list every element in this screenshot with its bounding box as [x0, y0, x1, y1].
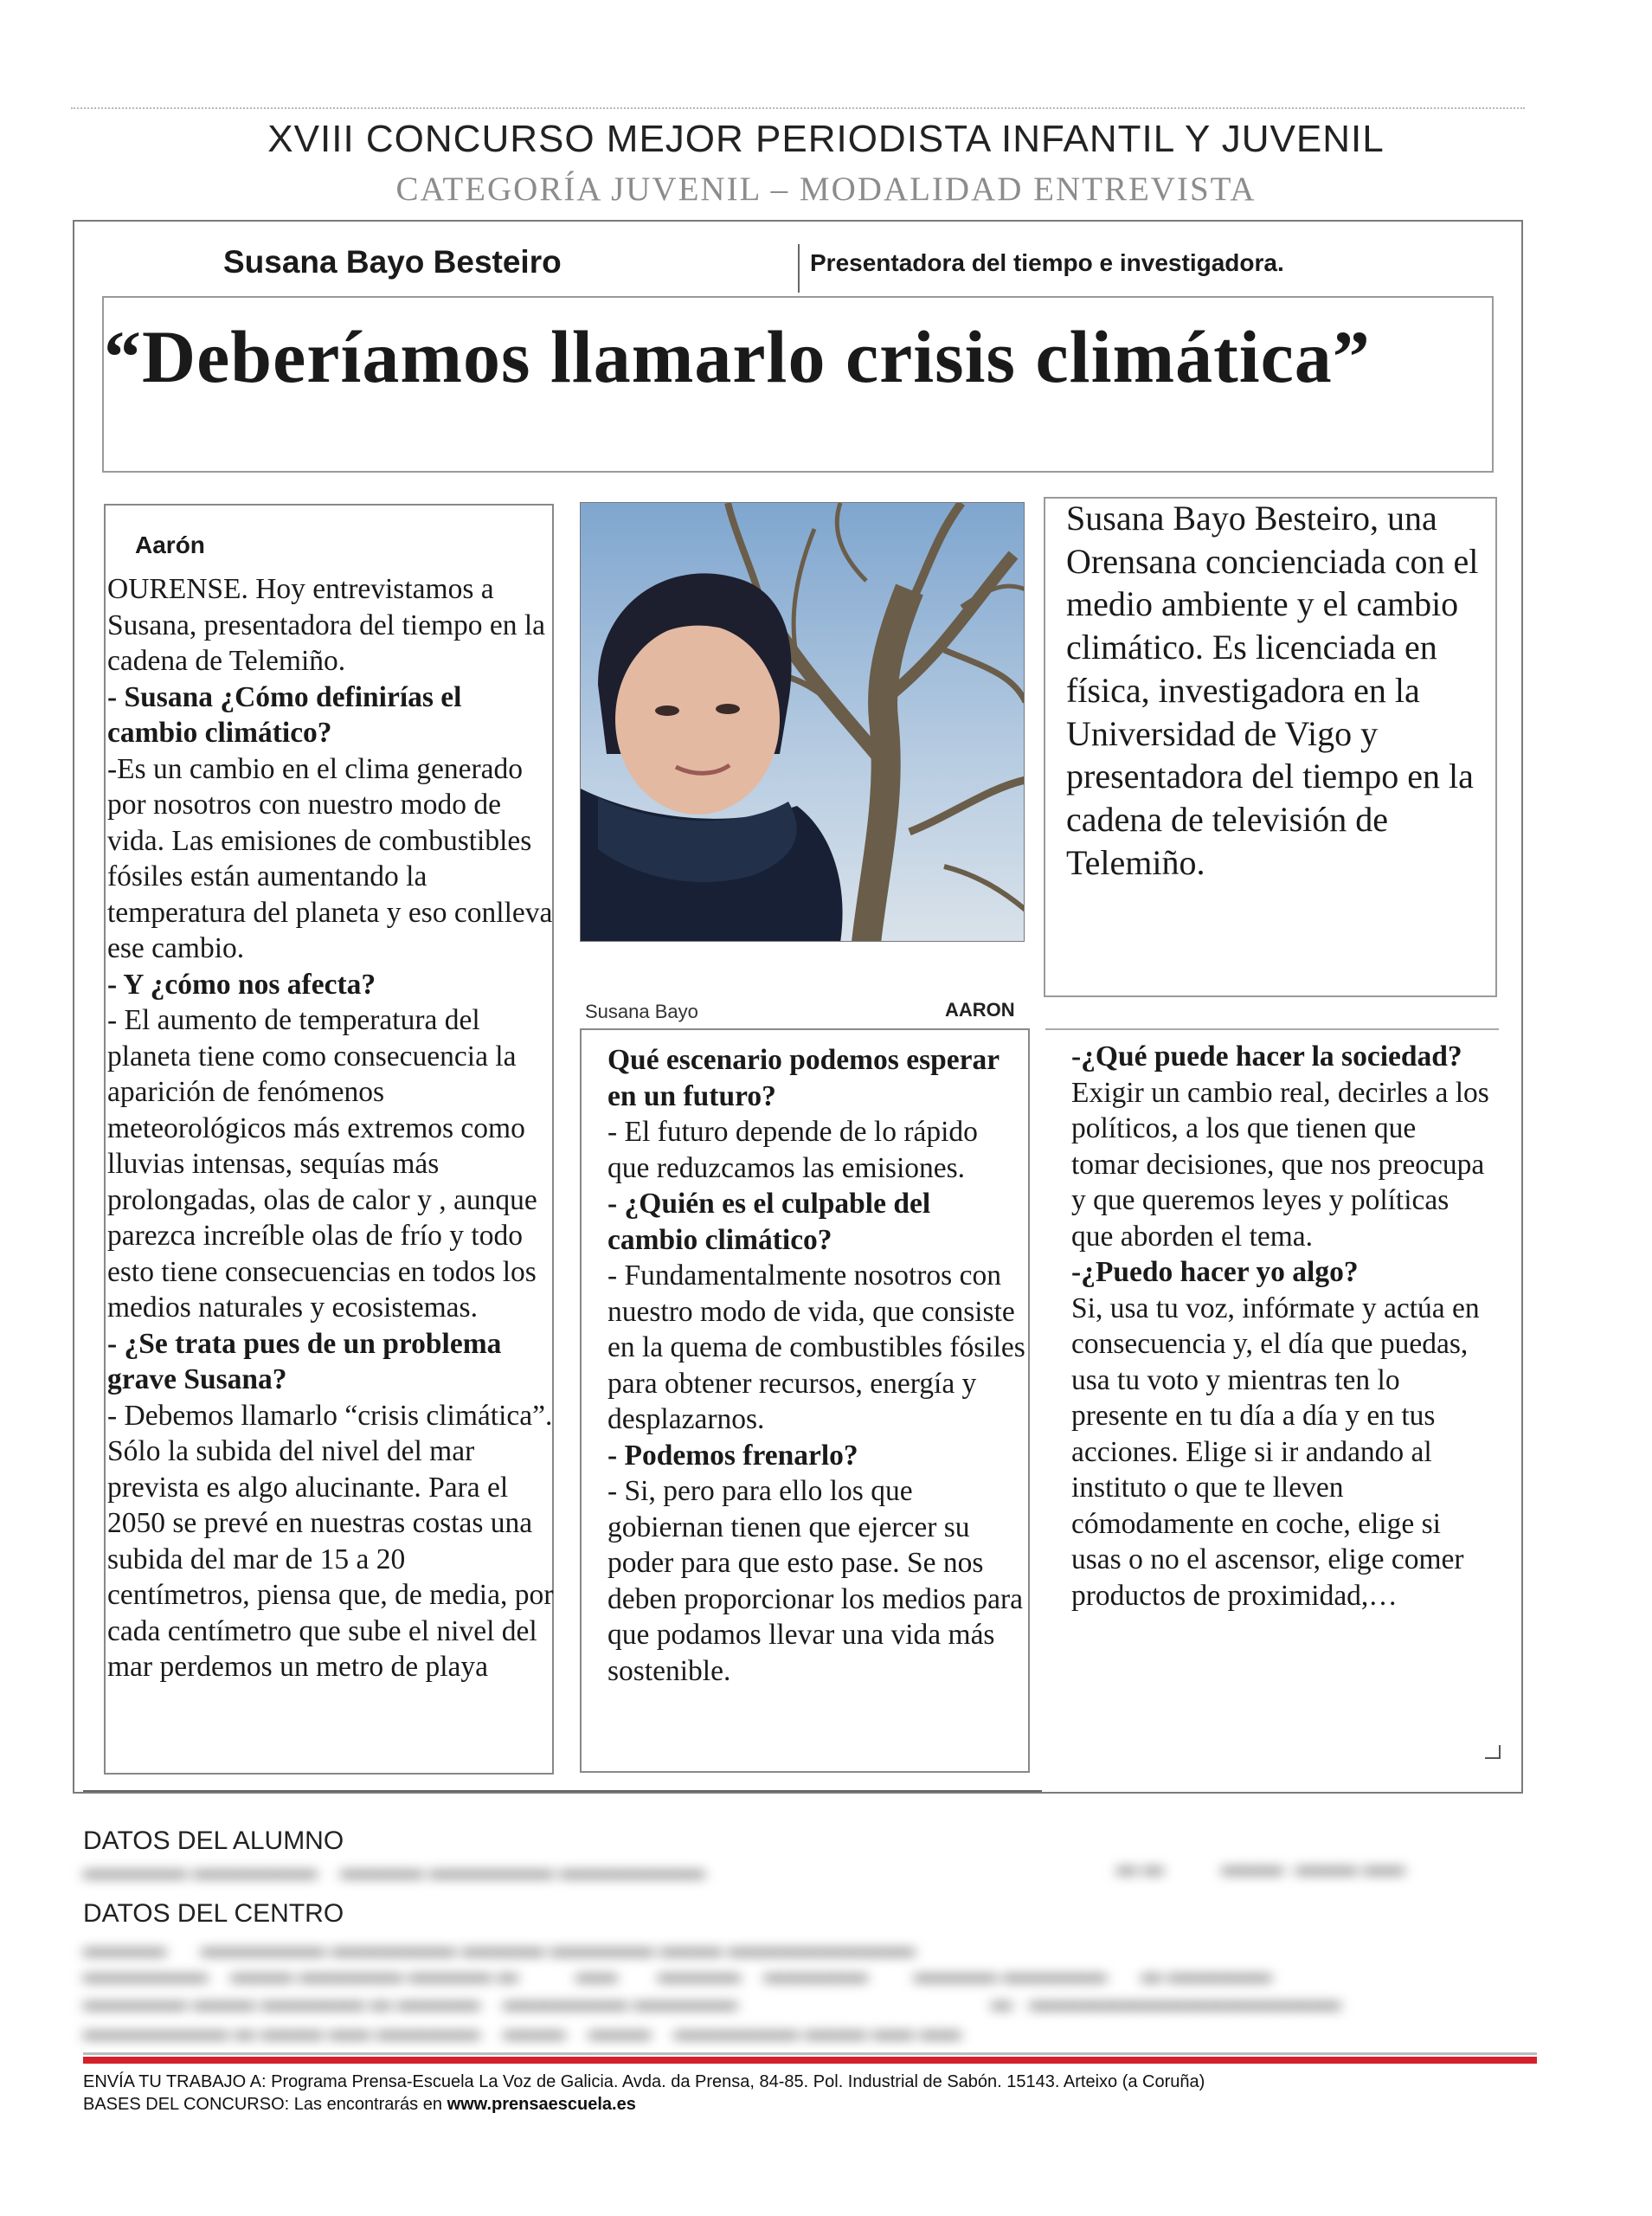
question: -¿Puedo hacer yo algo?: [1071, 1256, 1359, 1288]
rules-line: [83, 2095, 636, 2115]
question: - Susana ¿Cómo definirías el cambio climático?: [107, 680, 462, 749]
student-data-title: DATOS DEL ALUMNO: [83, 1826, 344, 1855]
footer-rule-shadow: [83, 2052, 1537, 2055]
redacted-field: ▬▬▬▬▬ ▬▬▬▬▬▬ ▬▬▬▬ ▬▬▬▬▬▬ ▬▬▬▬▬▬▬: [83, 1859, 705, 1883]
answer: Si, usa tu voz, infórmate y actúa en consecuencia y, el día que puedas, usa tu voto y mientras ten lo presente en tu día a día y en tus acciones. Elige si ir andando al instituto o que te lleven cómodamente en coche, elige si usas o no el ascensor, elige comer productos de proximidad,…: [1071, 1292, 1480, 1612]
redacted-field: ▬▬▬▬▬▬▬ ▬ ▬▬▬ ▬▬ ▬▬▬▬▬ ▬▬▬ ▬▬▬ ▬▬▬▬▬▬ ▬▬▬ ▬▬ ▬▬: [83, 2020, 961, 2044]
header-divider: [798, 244, 800, 293]
send-work-line: [83, 2072, 1205, 2092]
footer-red-rule: [83, 2057, 1537, 2064]
interviewee-role: Presentadora del tiempo e investigadora.: [810, 249, 1284, 276]
question: - ¿Quién es el culpable del cambio climático?: [607, 1188, 931, 1256]
lead-paragraph: OURENSE. Hoy entrevistamos a Susana, presentadora del tiempo en la cadena de Telemiño.: [107, 573, 546, 677]
contest-category: CATEGORÍA JUVENIL – MODALIDAD ENTREVISTA: [395, 171, 1257, 208]
column-2-text: [607, 1042, 1026, 1689]
send-address: Programa Prensa-Escuela La Voz de Galicia. Avda. da Prensa, 84-85. Pol. Industrial de Sabón. 15143. Arteixo (a Coruña): [271, 2072, 1205, 2091]
intro-text: Susana Bayo Besteiro, una Orensana concienciada con el medio ambiente y el cambio climático. Es licenciada en física, investigadora en la Universidad de Vigo y presentadora del tiempo en la cadena de televisión de Telemiño.: [1066, 499, 1479, 882]
column-3-text: [1071, 1039, 1490, 1614]
question: -¿Qué puede hacer la sociedad?: [1071, 1040, 1462, 1073]
interviewee-name: Susana Bayo Besteiro: [223, 244, 562, 280]
rules-text: Las encontrarás en: [293, 2095, 442, 2114]
question: Qué escenario podemos esperar en un futuro?: [607, 1044, 1000, 1112]
photo-credit: AARON: [945, 999, 1015, 1021]
answer: - El futuro depende de lo rápido que reduzcamos las emisiones.: [607, 1116, 978, 1184]
question: - ¿Se trata pues de un problema grave Susana?: [107, 1327, 502, 1395]
redacted-field: ▬▬▬▬▬▬ ▬▬▬ ▬▬▬▬▬ ▬▬▬▬ ▬ ▬▬ ▬▬▬▬ ▬▬▬▬▬ ▬▬▬▬ ▬▬▬▬▬ ▬ ▬▬▬▬▬: [83, 1963, 1272, 1987]
article-bottom-rule: [83, 1790, 1042, 1792]
rules-label: BASES DEL CONCURSO:: [83, 2095, 290, 2114]
byline: Aarón: [135, 531, 205, 558]
photo-caption: Susana Bayo: [585, 1001, 698, 1022]
corner-mark: [1485, 1745, 1501, 1759]
answer: Exigir un cambio real, decirles a los políticos, a los que tienen que tomar decisiones, que nos preocupa y que queremos leyes y políticas que aborden el tema.: [1071, 1076, 1489, 1253]
send-label: ENVÍA TU TRABAJO A:: [83, 2072, 267, 2091]
rules-link[interactable]: www.prensaescuela.es: [447, 2095, 636, 2114]
answer: - Debemos llamarlo “crisis climática”. Sólo la subida del nivel del mar prevista es algo alucinante. Para el 2050 se prevé en nuestras costas una subida del mar de 15 a 20 centímetros, piensa que, de media, por cada centímetro que sube el nivel del mar perdemos un metro de playa: [107, 1399, 554, 1683]
interviewee-photo: [580, 502, 1025, 942]
redacted-field: ▬▬▬▬▬ ▬▬▬ ▬▬▬▬▬ ▬ ▬▬▬▬ ▬▬▬▬▬▬ ▬▬▬▬▬ ▬ ▬▬▬▬▬▬▬▬▬▬▬▬▬▬▬: [83, 1991, 1341, 2014]
top-dotted-rule: [71, 107, 1525, 109]
answer: - El aumento de temperatura del planeta tiene como consecuencia la aparición de fenómenos meteorológicos más extremos como lluvias intensas, sequías más prolongadas, olas de calor y , aunque parezca increíble olas de frío y todo esto tiene consecuencias en todos los medios naturales y ecosistemas.: [107, 1004, 537, 1324]
school-data-title: DATOS DEL CENTRO: [83, 1899, 344, 1928]
answer: -Es un cambio en el clima generado por nosotros con nuestro modo de vida. Las emisiones de combustibles fósiles están aumentando la temperatura del planeta y eso conlleva ese cambio.: [107, 752, 553, 964]
headline: “Deberíamos llamarlo crisis climática”: [104, 315, 1371, 398]
redacted-field: ▬▬▬▬ ▬▬▬▬▬▬ ▬▬▬▬▬▬ ▬▬▬▬ ▬▬▬▬▬ ▬▬▬ ▬▬▬▬▬▬▬▬▬: [83, 1937, 916, 1961]
answer: - Fundamentalmente nosotros con nuestro modo de vida, que consiste en la quema de combustibles fósiles para obtener recursos, energía y desplazarnos.: [607, 1259, 1025, 1435]
question: - Y ¿cómo nos afecta?: [107, 968, 376, 1001]
answer: - Si, pero para ello los que gobiernan tienen que ejercer su poder para que esto pase. Se nos deben proporcionar los medios para que podamos llevar una vida más sostenible.: [607, 1475, 1024, 1687]
redacted-field: ▬ ▬ ▬▬▬ ▬▬▬ ▬▬: [1116, 1856, 1405, 1879]
question: - Podemos frenarlo?: [607, 1439, 858, 1472]
column-1-text: [107, 571, 554, 1685]
contest-title: XVIII CONCURSO MEJOR PERIODISTA INFANTIL Y JUVENIL: [267, 118, 1385, 160]
